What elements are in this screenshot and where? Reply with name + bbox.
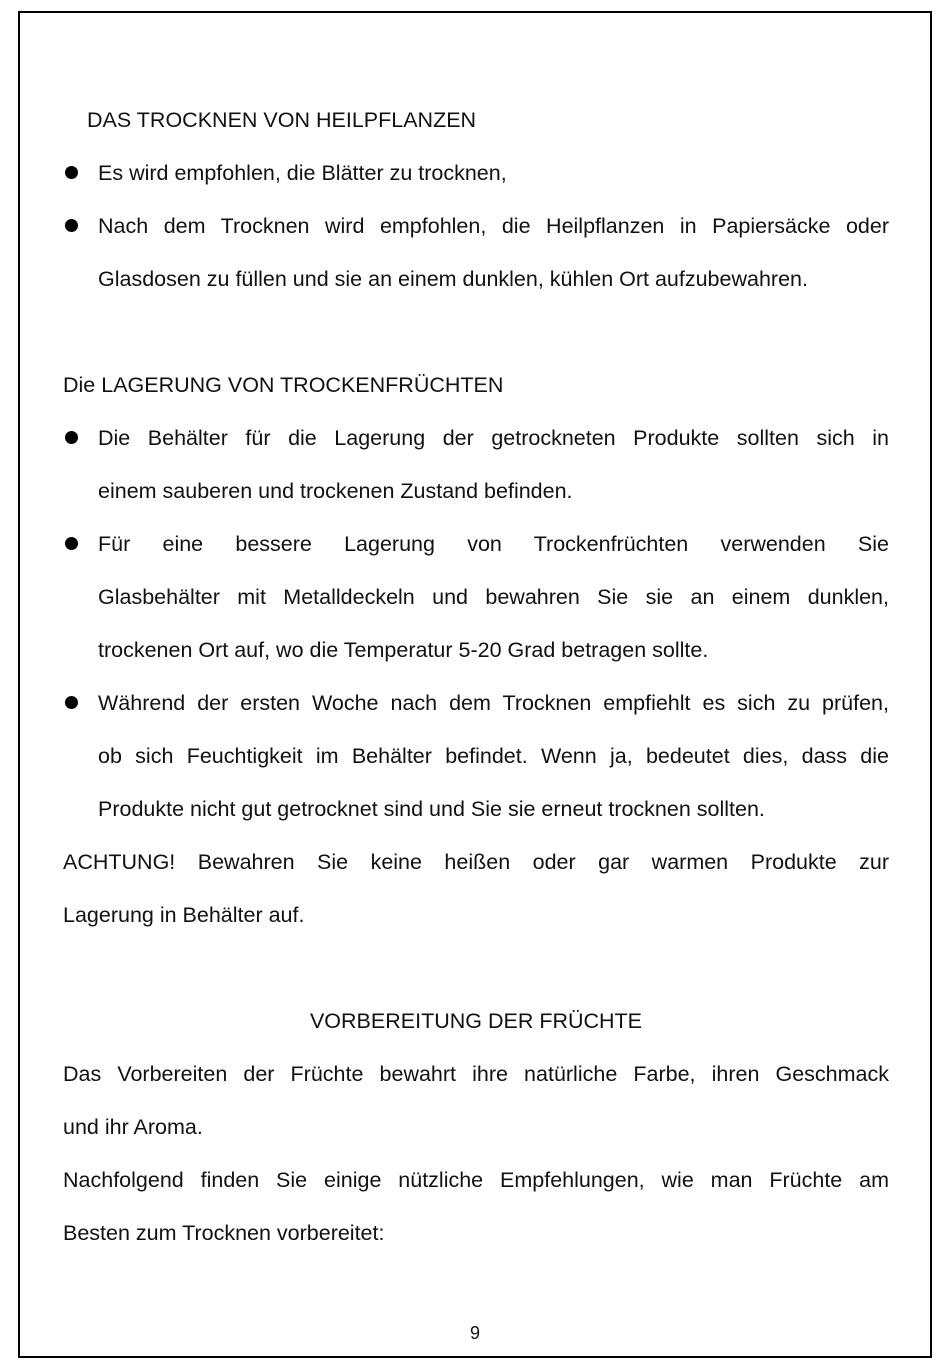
bullet-text-continuation: Glasbehälter mit Metalldeckeln und bewahren Sie sie an einem dunklen, (98, 585, 889, 609)
bullet-icon (65, 696, 78, 709)
bullet-text: Die Behälter für die Lagerung der getrockneten Produkte sollten sich in (98, 426, 889, 450)
paragraph-text-continuation: Besten zum Trocknen vorbereitet: (63, 1221, 385, 1245)
paragraph-text: Das Vorbereiten der Früchte bewahrt ihre natürliche Farbe, ihren Geschmack (63, 1062, 889, 1086)
bullet-text: Es wird empfohlen, die Blätter zu trocknen, (98, 161, 507, 185)
section-heading-heilpflanzen: DAS TROCKNEN VON HEILPFLANZEN (87, 108, 477, 132)
bullet-text-continuation: ob sich Feuchtigkeit im Behälter befindet. Wenn ja, bedeutet dies, dass die (98, 744, 889, 768)
paragraph-text-continuation: und ihr Aroma. (63, 1115, 203, 1139)
warning-text-continuation: Lagerung in Behälter auf. (63, 903, 305, 927)
section-heading-vorbereitung: VORBEREITUNG DER FRÜCHTE (309, 1009, 643, 1033)
bullet-text-continuation: Produkte nicht gut getrocknet sind und Sie sie erneut trocknen sollten. (98, 797, 765, 821)
bullet-text: Während der ersten Woche nach dem Trocknen empfiehlt es sich zu prüfen, (98, 691, 889, 715)
bullet-icon (65, 166, 78, 179)
bullet-icon (65, 431, 78, 444)
bullet-icon (65, 537, 78, 550)
bullet-text-continuation: trockenen Ort auf, wo die Temperatur 5-20 Grad betragen sollte. (98, 638, 709, 662)
bullet-text-continuation: einem sauberen und trockenen Zustand befinden. (98, 479, 573, 503)
section-heading-lagerung: Die LAGERUNG VON TROCKENFRÜCHTEN (63, 373, 504, 397)
paragraph-text: Nachfolgend finden Sie einige nützliche Empfehlungen, wie man Früchte am (63, 1168, 889, 1192)
bullet-text-continuation: Glasdosen zu füllen und sie an einem dunklen, kühlen Ort aufzubewahren. (98, 267, 808, 291)
warning-text: ACHTUNG! Bewahren Sie keine heißen oder gar warmen Produkte zur (63, 850, 889, 874)
bullet-text: Nach dem Trocknen wird empfohlen, die Heilpflanzen in Papiersäcke oder (98, 214, 889, 238)
bullet-icon (65, 219, 78, 232)
bullet-text: Für eine bessere Lagerung von Trockenfrüchten verwenden Sie (98, 532, 889, 556)
page-number: 9 (469, 1323, 480, 1343)
